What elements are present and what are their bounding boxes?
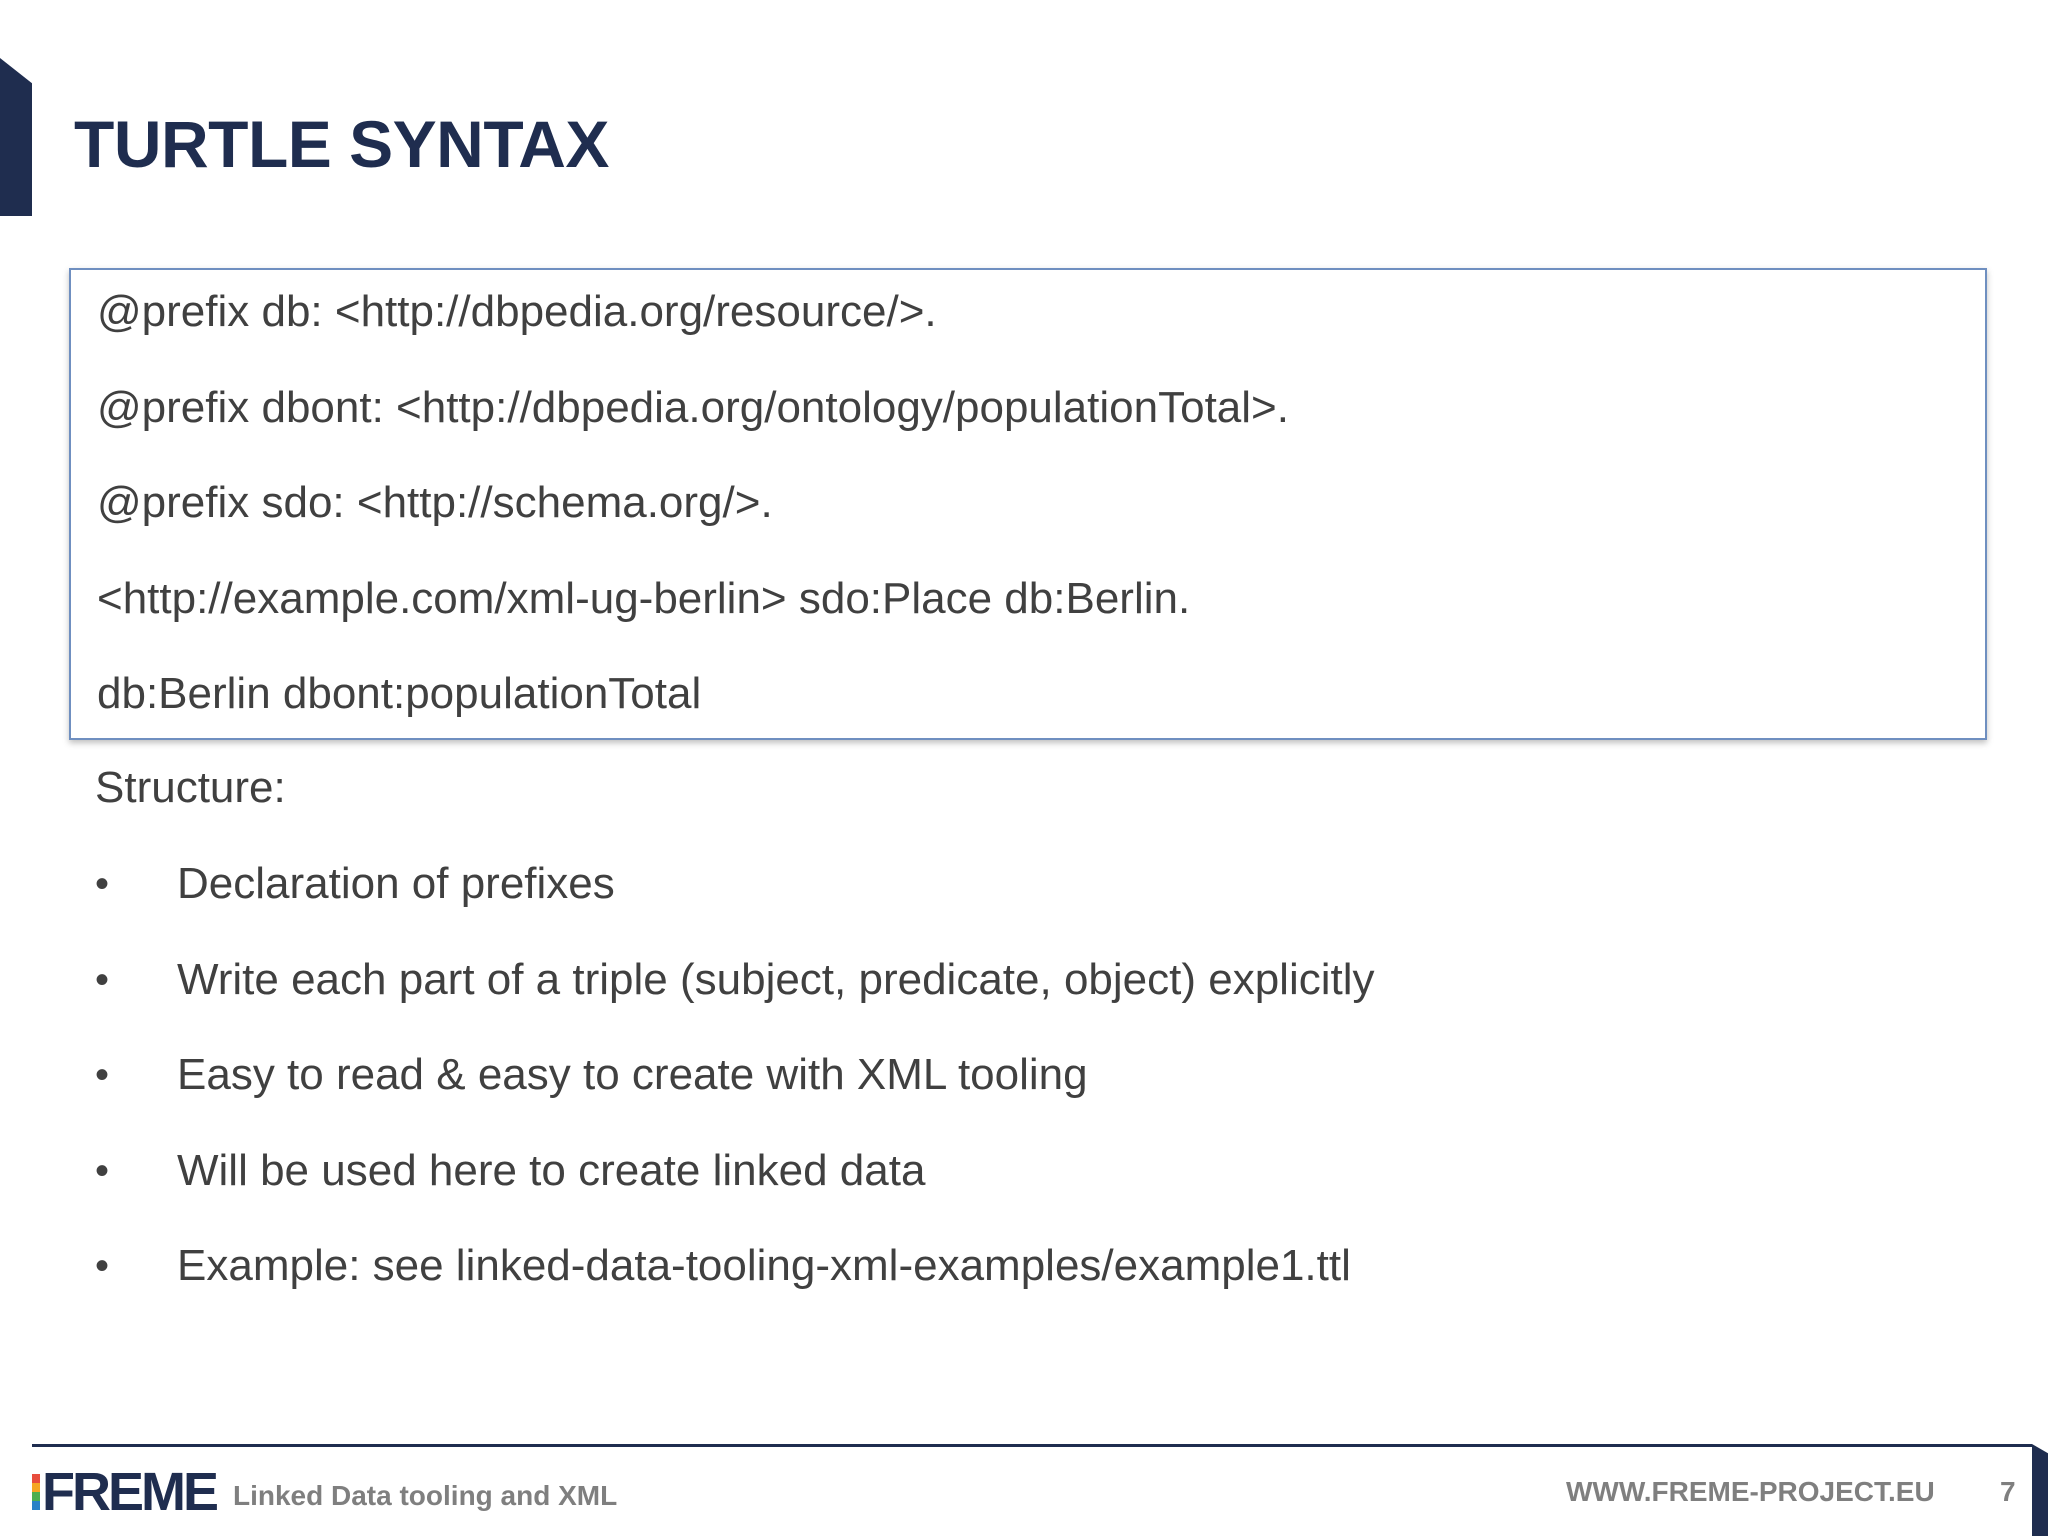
code-line: @prefix db: <http://dbpedia.org/resource/>. bbox=[97, 287, 937, 336]
slide-title: TURTLE SYNTAX bbox=[74, 107, 609, 181]
code-line: <http://example.com/xml-ug-berlin> sdo:Place db:Berlin. bbox=[97, 574, 1191, 623]
bullet-icon: • bbox=[95, 1053, 110, 1097]
list-item bbox=[95, 856, 1995, 952]
bullet-text: Write each part of a triple (subject, predicate, object) explicitly bbox=[177, 954, 1375, 1004]
footer-subtitle: Linked Data tooling and XML bbox=[233, 1480, 618, 1511]
code-box bbox=[69, 268, 1987, 740]
list-item bbox=[95, 1238, 1995, 1334]
footer-url: WWW.FREME-PROJECT.EU bbox=[1566, 1476, 1935, 1507]
page-number: 7 bbox=[2000, 1476, 2016, 1507]
bullet-text: Example: see linked-data-tooling-xml-examples/example1.ttl bbox=[177, 1241, 1351, 1290]
code-line: db:Berlin dbont:populationTotal bbox=[97, 669, 702, 718]
freme-logo bbox=[32, 1462, 216, 1522]
list-item bbox=[95, 1143, 1995, 1239]
structure-label: Structure: bbox=[95, 763, 286, 812]
code-line: @prefix sdo: <http://schema.org/>. bbox=[97, 478, 773, 527]
footer-divider bbox=[32, 1444, 2032, 1447]
bullet-icon: • bbox=[95, 1244, 110, 1288]
bullet-text: Will be used here to create linked data bbox=[177, 1145, 926, 1195]
footer-corner-accent bbox=[2032, 1444, 2048, 1536]
list-item bbox=[95, 952, 1995, 1048]
logo-color-mark-icon bbox=[32, 1474, 40, 1510]
code-line: @prefix dbont: <http://dbpedia.org/ontology/populationTotal>. bbox=[97, 383, 1289, 432]
bullet-text: Easy to read & easy to create with XML tooling bbox=[177, 1050, 1088, 1099]
list-item bbox=[95, 1047, 1995, 1143]
bullet-text: Declaration of prefixes bbox=[177, 859, 615, 908]
bullet-icon: • bbox=[95, 862, 110, 906]
logo-text: FREME bbox=[42, 1462, 216, 1522]
bullet-icon: • bbox=[95, 1148, 110, 1193]
bullet-icon: • bbox=[95, 957, 110, 1002]
title-accent-bar bbox=[0, 58, 32, 216]
bullet-list bbox=[95, 856, 1995, 1334]
